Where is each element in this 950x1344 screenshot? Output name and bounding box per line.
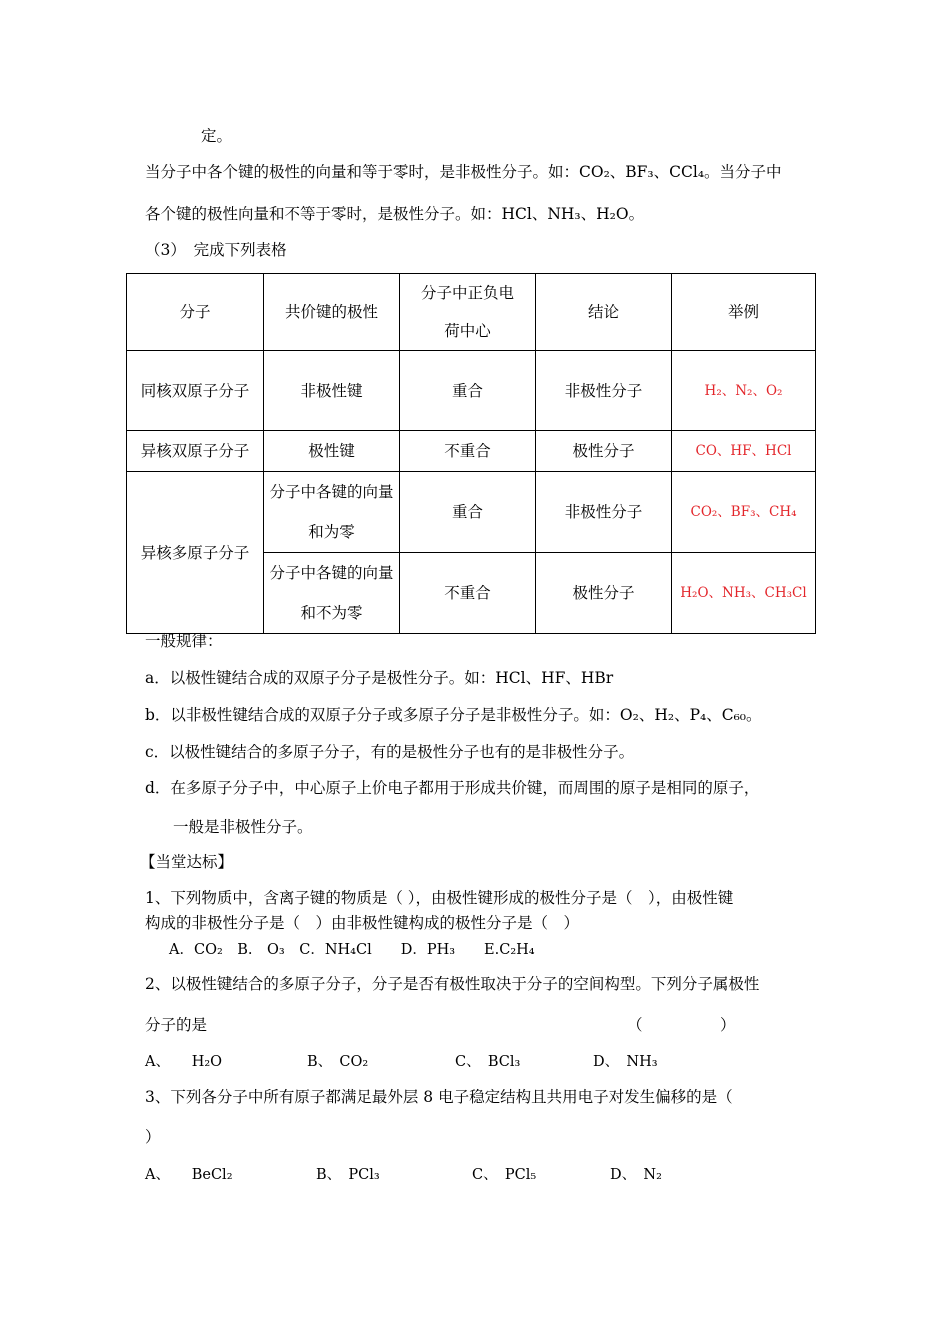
question-2-option-d: D、 NH₃ [593, 1054, 658, 1070]
cell-bond-text: 分子中各键的向量和为零 [269, 483, 394, 541]
table-instruction: （3） 完成下列表格 [145, 241, 287, 259]
question-3-line-2: ） [145, 1128, 161, 1146]
intro-line-3: 各个键的极性向量和不等于零时，是极性分子。如：HCl、NH₃、H₂O。 [145, 205, 645, 223]
cell-bond [264, 553, 400, 634]
rule-a: a．以极性键结合成的双原子分子是极性分子。如：HCl、HF、HBr [145, 669, 614, 687]
cell-molecule-text: 同核双原子分子 [140, 381, 250, 400]
question-2-line-1: 2、以极性键结合的多原子分子，分子是否有极性取决于分子的空间构型。下列分子属极性 [145, 975, 760, 993]
cell-bond: 非极性键 [264, 351, 400, 431]
header-bond-polarity: 共价键的极性 [264, 274, 400, 351]
intro-line-2: 当分子中各个键的极性的向量和等于零时，是非极性分子。如：CO₂、BF₃、CCl₄。当分子中 [145, 163, 782, 181]
polarity-table [126, 273, 816, 634]
question-1-line-1: 1、下列物质中，含离子键的物质是（ ），由极性键形成的极性分子是（ ），由极性键 [145, 889, 734, 907]
header-example: 举例 [672, 274, 816, 351]
practice-title: 【当堂达标】 [140, 853, 234, 871]
question-3-line-1: 3、下列各分子中所有原子都满足最外层 8 电子稳定结构且共用电子对发生偏移的是（ [145, 1088, 733, 1106]
cell-bond: 极性键 [264, 431, 400, 472]
question-2-option-c: C、 BCl₃ [455, 1054, 521, 1070]
cell-molecule: 异核多原子分子 [127, 472, 264, 634]
table-row [127, 351, 816, 431]
question-2-option-a: A、 H₂O [145, 1054, 223, 1070]
question-3-option-c: C、 PCl₅ [472, 1167, 537, 1183]
rule-d-line-1: d．在多原子分子中，中心原子上价电子都用于形成共价键，而周围的原子是相同的原子， [145, 779, 760, 797]
header-conclusion: 结论 [536, 274, 672, 351]
header-charge-center [400, 274, 536, 351]
question-3-option-d: D、 N₂ [610, 1167, 662, 1183]
rule-b: b．以非极性键结合成的双原子分子或多原子分子是非极性分子。如：O₂、H₂、P₄、C₆₀。 [145, 706, 762, 724]
cell-example: H₂O、NH₃、CH₃Cl [672, 553, 816, 634]
cell-example: CO、HF、HCl [672, 431, 816, 472]
cell-conclusion: 非极性分子 [536, 472, 672, 553]
cell-center: 重合 [400, 472, 536, 553]
cell-example: H₂、N₂、O₂ [672, 351, 816, 431]
rule-d-line-2: 一般是非极性分子。 [173, 818, 313, 836]
cell-example: CO₂、BF₃、CH₄ [672, 472, 816, 553]
question-2-line-2: 分子的是 [145, 1016, 208, 1034]
cell-bond [264, 472, 400, 553]
header-charge-center-text: 分子中正负电荷中心 [420, 284, 514, 340]
question-1-options: A．CO₂ B. O₃ C．NH₄Cl D．PH₃ E.C₂H₄ [169, 942, 535, 958]
table-header-row [127, 274, 816, 351]
question-3-option-b: B、 PCl₃ [316, 1167, 380, 1183]
cell-bond-text: 分子中各键的向量和不为零 [269, 564, 394, 622]
question-1-line-2: 构成的非极性分子是（ ）由非极性键构成的极性分子是（ ） [145, 914, 580, 932]
cell-conclusion: 极性分子 [536, 431, 672, 472]
rules-title: 一般规律： [145, 632, 223, 650]
question-2-answer-paren: （ ） [627, 1016, 736, 1034]
header-molecule: 分子 [127, 274, 264, 351]
table-row [127, 472, 816, 553]
cell-center: 重合 [400, 351, 536, 431]
rule-c: c．以极性键结合的多原子分子，有的是极性分子也有的是非极性分子。 [145, 743, 635, 761]
cell-conclusion: 极性分子 [536, 553, 672, 634]
cell-center: 不重合 [400, 431, 536, 472]
intro-line-1: 定。 [201, 127, 233, 145]
cell-conclusion: 非极性分子 [536, 351, 672, 431]
cell-molecule [127, 351, 264, 431]
cell-center: 不重合 [400, 553, 536, 634]
cell-molecule: 异核双原子分子 [127, 431, 264, 472]
table-row [127, 431, 816, 472]
question-2-option-b: B、 CO₂ [307, 1054, 369, 1070]
question-3-option-a: A、 BeCl₂ [145, 1167, 233, 1183]
